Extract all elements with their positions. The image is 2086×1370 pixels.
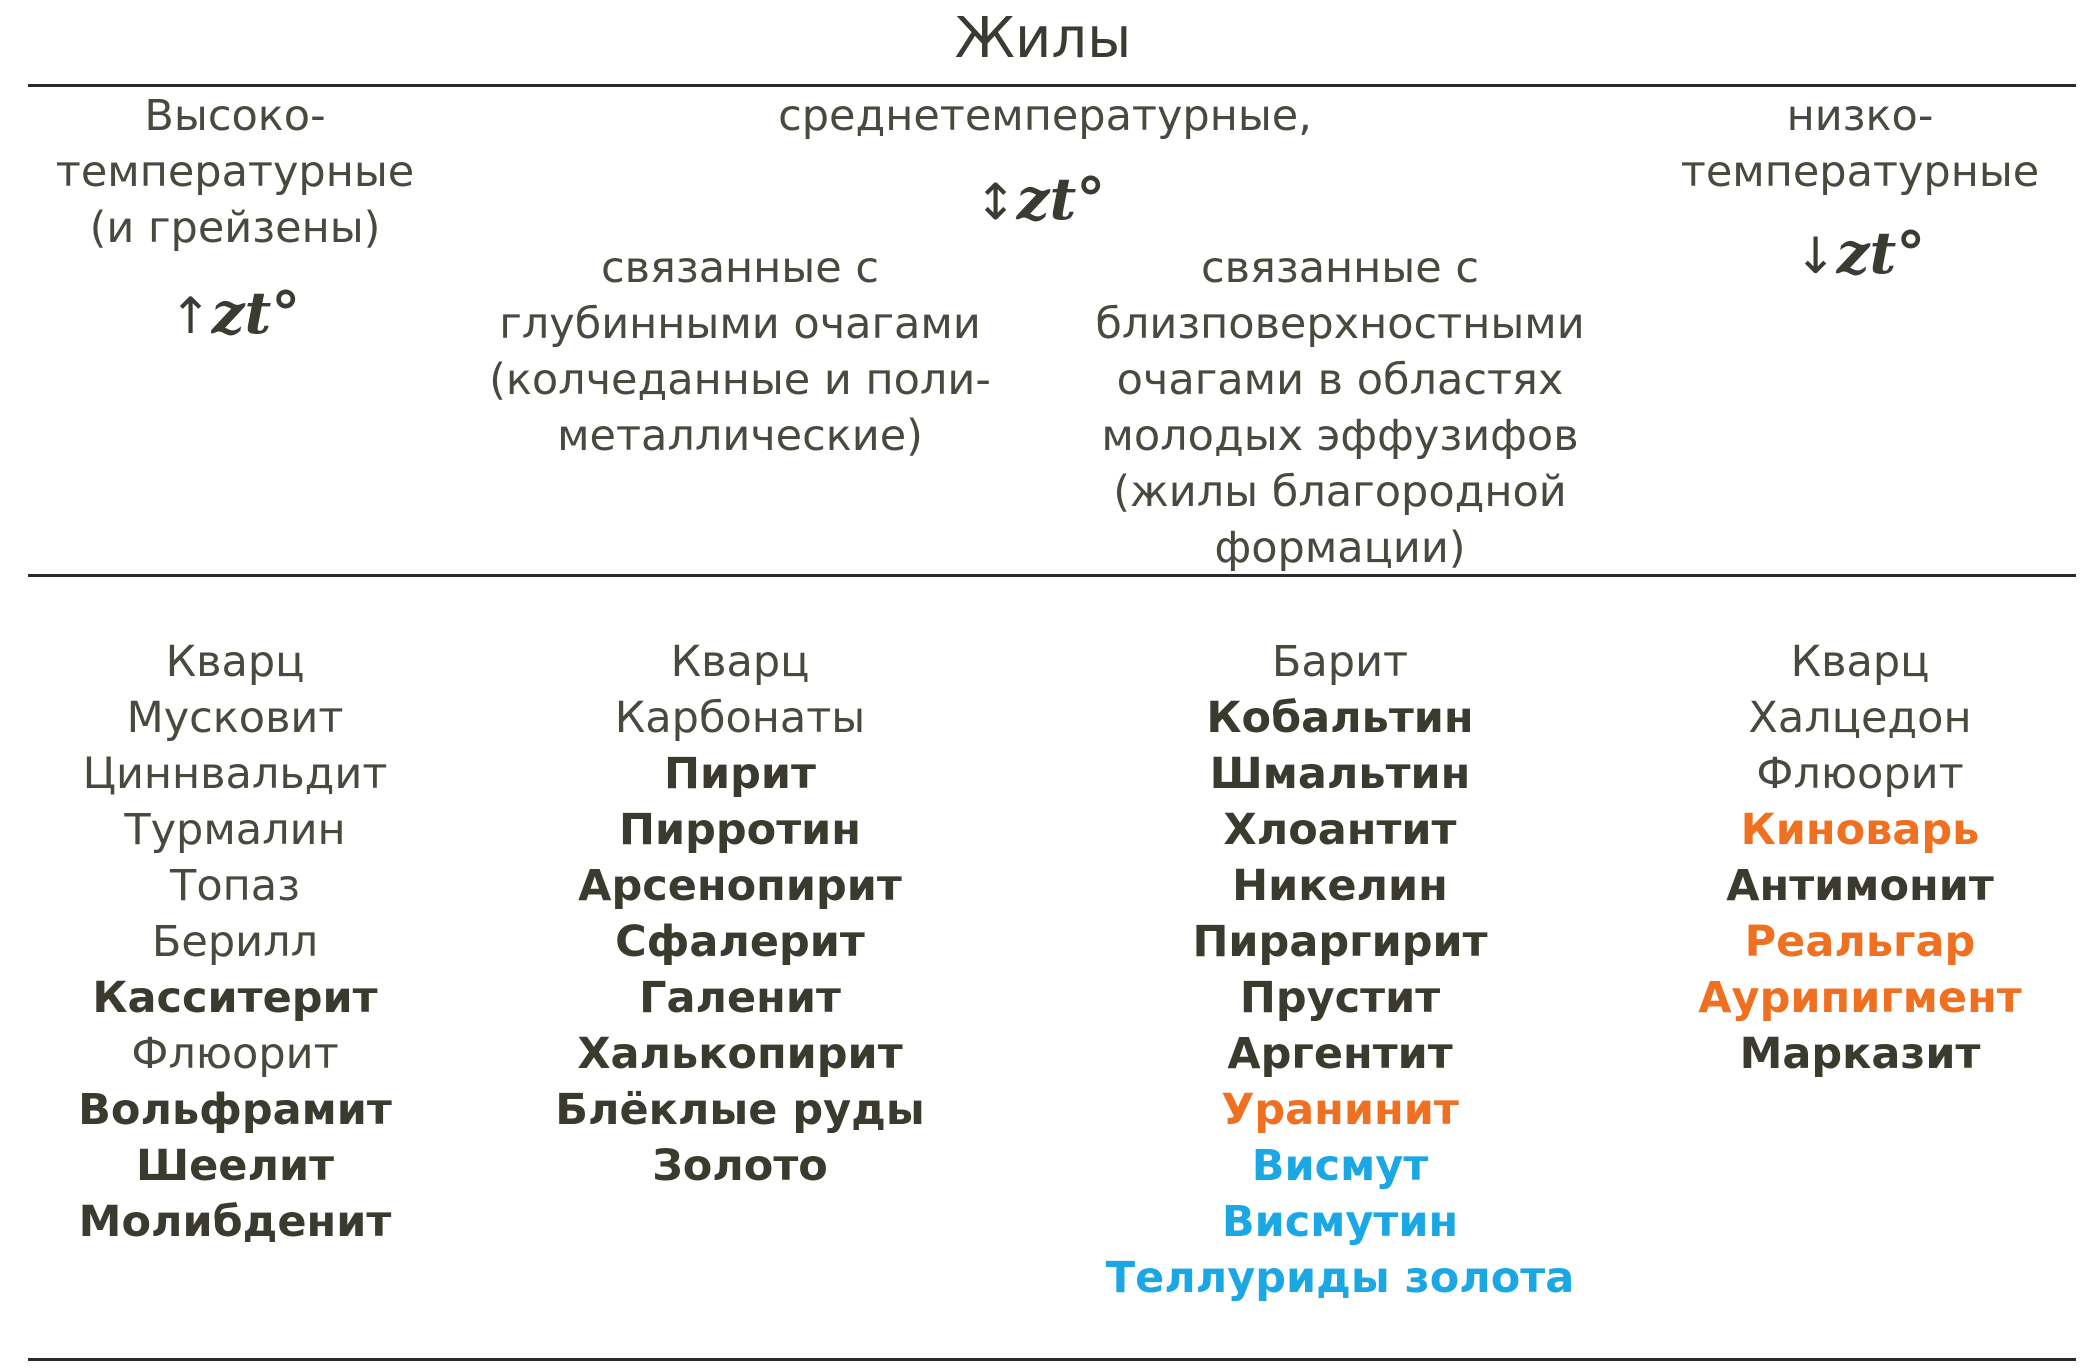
mineral-item: Прустит — [1239, 973, 1441, 1023]
mineral-item: Халцедон — [1748, 693, 1972, 743]
mineral-item: Висмут — [1251, 1141, 1429, 1191]
mineral-item: Карбонаты — [614, 693, 866, 743]
mineral-item: Халькопирит — [577, 1029, 903, 1079]
mineral-item: Кобальтин — [1206, 693, 1474, 743]
low-temp-symbol — [1650, 218, 2070, 291]
mineral-item: Пираргирит — [1192, 917, 1488, 967]
mineral-item: Антимонит — [1726, 861, 1994, 911]
header-shallow-sources: связанные с близповерхностными очагами в областях молодых эффузифов (жилы благородной формации) — [1095, 243, 1585, 573]
mineral-item: Хлоантит — [1223, 805, 1457, 855]
header-low-temp: низко- температурные — [1680, 91, 2040, 197]
mineral-item: Пирит — [664, 749, 816, 799]
mineral-item: Галенит — [639, 973, 841, 1023]
mineral-item: Мусковит — [126, 693, 344, 743]
mineral-item: Циннвальдит — [82, 749, 388, 799]
high-temp-symbol — [40, 278, 430, 351]
mineral-item: Шеелит — [136, 1141, 334, 1191]
mineral-item: Марказит — [1739, 1029, 1981, 1079]
minerals-deep-sources — [440, 634, 1040, 1194]
bottom-divider — [28, 1358, 2076, 1361]
mineral-item: Кварц — [670, 637, 810, 687]
mineral-item: Золото — [652, 1141, 828, 1191]
mineral-item: Уранинит — [1221, 1085, 1459, 1135]
top-divider — [28, 84, 2076, 87]
mineral-item: Касситерит — [92, 973, 378, 1023]
mineral-item: Берилл — [151, 917, 319, 967]
mineral-item: Арсенопирит — [578, 861, 902, 911]
temp-symbol-text: 𝒛t° — [211, 279, 301, 347]
temp-symbol-text: 𝒛t° — [1836, 219, 1926, 287]
temp-symbol-text: 𝒛t° — [1016, 165, 1106, 233]
minerals-low-temp — [1650, 634, 2070, 1082]
mineral-item: Киноварь — [1740, 805, 1980, 855]
mineral-item: Висмутин — [1221, 1197, 1459, 1247]
minerals-high-temp — [40, 634, 430, 1250]
mineral-item: Кварц — [1790, 637, 1930, 687]
minerals-shallow-sources — [1040, 634, 1640, 1306]
arrow-down-icon: ↓ — [1794, 227, 1837, 285]
mineral-item: Флюорит — [1756, 749, 1964, 799]
mineral-item: Кварц — [165, 637, 305, 687]
mineral-item: Барит — [1271, 637, 1409, 687]
arrow-up-icon: ↑ — [169, 287, 212, 345]
header-deep-sources: связанные с глубинными очагами (колчеданные и поли- металлические) — [489, 243, 991, 461]
mineral-item: Теллуриды золота — [1105, 1253, 1575, 1303]
mid-temp-symbol — [840, 164, 1240, 237]
mineral-item: Пирротин — [619, 805, 861, 855]
mineral-item: Топаз — [170, 861, 300, 911]
mineral-item: Никелин — [1232, 861, 1448, 911]
header-mid-temp: среднетемпературные, — [778, 91, 1312, 141]
mineral-item: Реальгар — [1744, 917, 1976, 967]
arrow-updown-icon: ↕ — [974, 173, 1017, 231]
mineral-item: Молибденит — [78, 1197, 392, 1247]
header-high-temp: Высоко- температурные (и грейзены) — [55, 91, 415, 253]
mineral-item: Сфалерит — [615, 917, 865, 967]
page-title: Жилы — [954, 6, 1132, 71]
header-divider — [28, 574, 2076, 577]
mineral-item: Вольфрамит — [78, 1085, 392, 1135]
mineral-item: Турмалин — [124, 805, 346, 855]
mineral-item: Флюорит — [131, 1029, 339, 1079]
mineral-item: Аурипигмент — [1698, 973, 2022, 1023]
mineral-item: Блёклые руды — [555, 1085, 925, 1135]
mineral-item: Аргентит — [1227, 1029, 1453, 1079]
mineral-item: Шмальтин — [1209, 749, 1471, 799]
